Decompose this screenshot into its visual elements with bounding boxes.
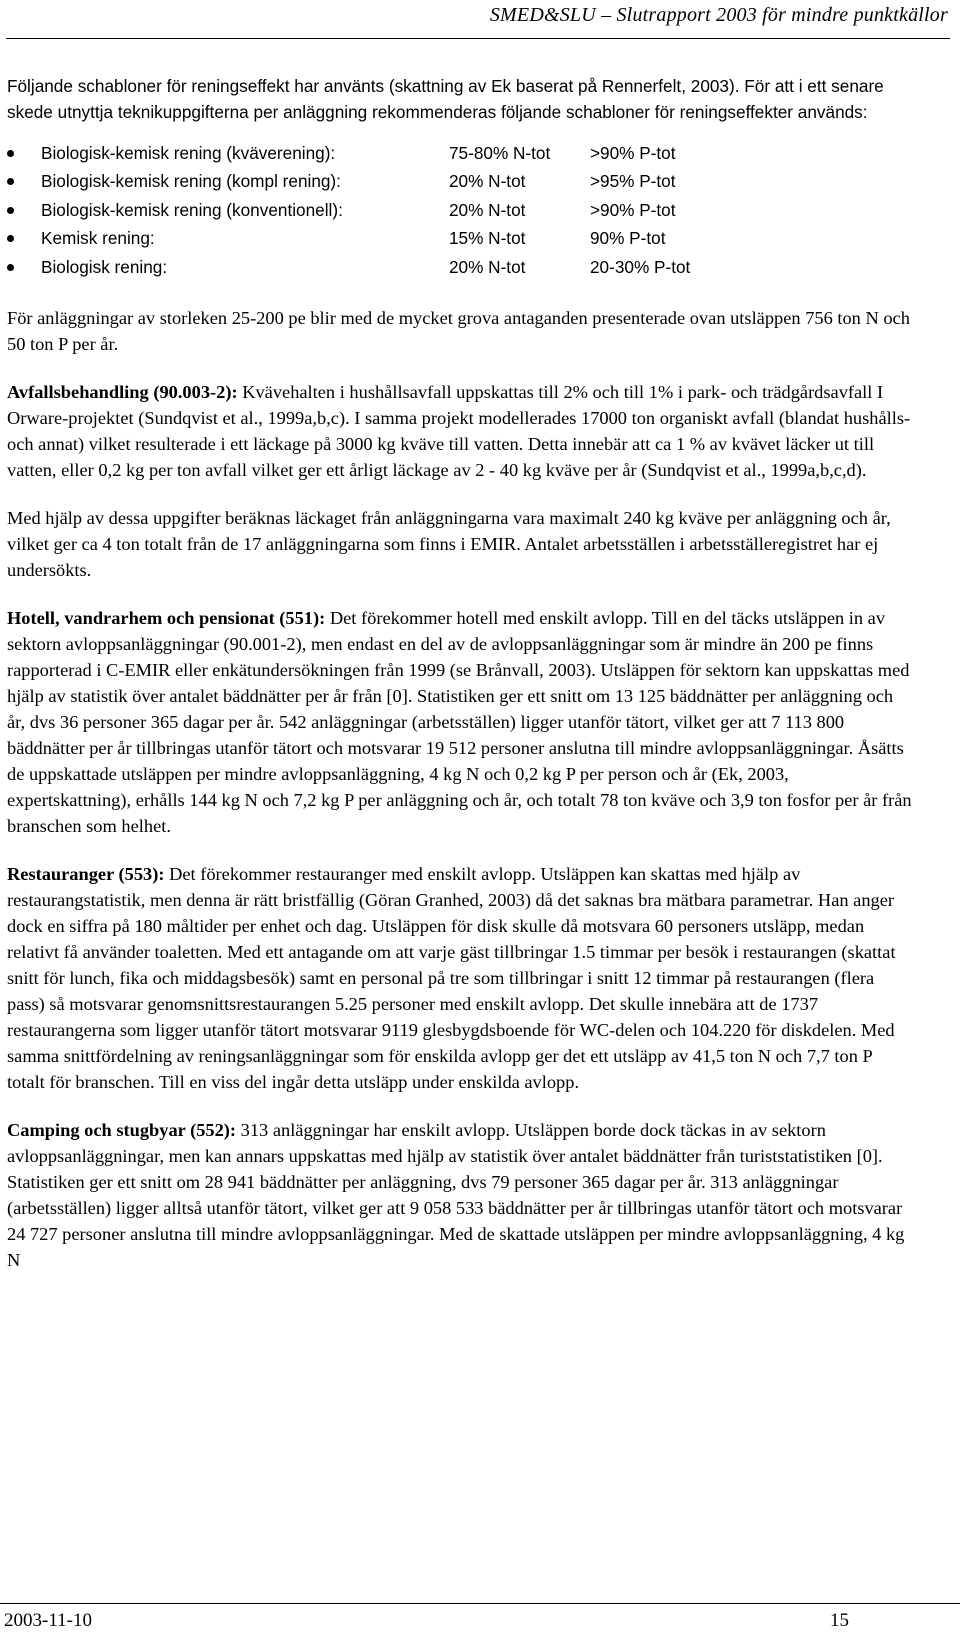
list-item: [7, 253, 912, 281]
treatment-type: Biologisk-kemisk rening (konventionell):: [41, 199, 343, 220]
bullet-icon: [7, 264, 14, 271]
p-reduction: 20-30% P-tot: [590, 256, 691, 277]
section-body: Det förekommer restauranger med enskilt avlopp. Utsläppen kan skattas med hjälp av restaurangstatistik, men denna är rätt bristfällig (Göran Granhed, 2003) då det saknas bra mätbara parametrar. Han anger dock en siffra på 180 måltider per enhet och dag. Utsläppen för disk skulle då motsvara 60 personers utsläpp, medan relativt få använder toaletten. Med ett antagande om att varje gäst tillbringar 1.5 timmar per besök i restaurangen (skattat snitt för lunch, fika och middagsbesök) samt en personal på tre som tillbringar i snitt 12 timmar på restaurangen (flera pass) så motsvarar genomsnittsrestaurangen 5.25 personer med enskilt avlopp. Det skulle innebära att de 1737 restaurangerna som ligger utanför tätort motsvarar 9119 glesbygdsboende för WC-delen och 104.220 för diskdelen. Med samma snittfördelning av reningsanläggningar som för enskilda avlopp ger det ett utsläpp av 41,5 ton N och 7,7 ton P totalt för branschen. Till en viss del ingår detta utsläpp under enskilda avlopp.: [7, 863, 896, 1092]
p-reduction: 90% P-tot: [590, 228, 666, 249]
camping-paragraph: [7, 1117, 912, 1273]
list-item: [7, 167, 912, 195]
treatment-type: Kemisk rening:: [41, 228, 155, 249]
hotell-paragraph: [7, 605, 912, 839]
treatment-type: Biologisk rening:: [41, 256, 168, 277]
section-heading: Avfallsbehandling (90.003-2):: [7, 381, 238, 402]
bullet-icon: [7, 235, 14, 242]
p-reduction: >90% P-tot: [590, 199, 676, 220]
treatment-list: [7, 139, 912, 281]
list-item: [7, 196, 912, 224]
list-item: [7, 139, 912, 167]
n-reduction: 15% N-tot: [449, 228, 526, 249]
section-body: Kvävehalten i hushållsavfall uppskattas till 2% och till 1% i park- och trädgårdsavfall I Orware-projektet (Sundqvist et al., 1999a,b,c). I samma projekt modellerades 17000 ton organiskt avfall (blandat hushålls- och annat) vilket resulterade i ett läckage på 3000 kg kväve till vatten. Detta innebär att ca 1 % av kvävet läcker ut till vatten, eller 0,2 kg per ton avfall vilket ger ett årligt läckage av 2 - 40 kg kväve per år (Sundqvist et al., 1999a,b,c,d).: [7, 381, 911, 480]
bullet-icon: [7, 150, 14, 157]
document-body: [7, 74, 912, 1273]
section-body: 313 anläggningar har enskilt avlopp. Utsläppen borde dock täckas in av sektorn avloppsanläggningar, men kan annars uppskattas med hjälp av statistik över antalet bäddnätter från turiststatistiken [0]. Statistiken ger ett snitt om 28 941 bäddnätter per anläggning, dvs 79 personer 365 dagar per år. 313 anläggningar (arbetsställen) ligger alltså utanför tätort, vilket ger att 9 058 533 bäddnätter per år tillbringas utanför tätort och motsvarar 24 727 personer anslutna till mindre avloppsanläggningar. Med de skattade utsläppen per mindre avloppsanläggning, 4 kg N: [7, 1119, 905, 1270]
treatment-type: Biologisk-kemisk rening (kväverening):: [41, 143, 336, 163]
header-rule: [6, 38, 950, 39]
bullet-icon: [7, 207, 14, 214]
n-reduction: 20% N-tot: [449, 256, 526, 277]
section-heading: Camping och stugbyar (552):: [7, 1119, 237, 1140]
p-reduction: >90% P-tot: [590, 143, 676, 163]
footer-date: 2003-11-10: [4, 1610, 92, 1631]
list-item: [7, 224, 912, 252]
section-heading: Hotell, vandrarhem och pensionat (551):: [7, 607, 326, 628]
n-reduction: 20% N-tot: [449, 171, 526, 192]
p-reduction: >95% P-tot: [590, 171, 676, 192]
size-paragraph: För anläggningar av storleken 25-200 pe blir med de mycket grova antaganden presenterade ovan utsläppen 756 ton N och 50 ton P per år.: [7, 307, 910, 354]
bullet-icon: [7, 178, 14, 185]
treatment-type: Biologisk-kemisk rening (kompl rening):: [41, 171, 341, 192]
restaurang-paragraph: [7, 861, 912, 1095]
n-reduction: 75-80% N-tot: [449, 143, 551, 163]
footer-rule: [0, 1603, 960, 1604]
avfall-paragraph: [7, 379, 912, 483]
n-reduction: 20% N-tot: [449, 199, 526, 220]
emir-paragraph: Med hjälp av dessa uppgifter beräknas läckaget från anläggningarna vara maximalt 240 kg kväve per anläggning och år, vilket ger ca 4 ton totalt från de 17 anläggningarna som finns i EMIR. Antalet arbetsställen i arbetsställeregistret har ej undersökts.: [7, 507, 891, 580]
intro-paragraph: Följande schabloner för reningseffekt har använts (skattning av Ek baserat på Rennerfelt, 2003). För att i ett senare skede utnyttja teknikuppgifterna per anläggning rekommenderas följande schabloner för reningseffekter används:: [7, 76, 884, 122]
section-body: Det förekommer hotell med enskilt avlopp. Till en del täcks utsläppen in av sektorn avloppsanläggningar (90.001-2), men endast en del av de avloppsanläggningar som är mindre än 200 pe finns rapporterad i C-EMIR eller enkätundersökningen från 1999 (se Brånvall, 2003). Utsläppen för sektorn kan uppskattas med hjälp av statistik över antalet bäddnätter per år från [0]. Statistiken ger ett snitt om 13 125 bäddnätter per anläggning och år, dvs 36 personer 365 dagar per år. 542 anläggningar (arbetsställen) ligger utanför tätort, vilket ger att 7 113 800 bäddnätter per år tillbringas utanför tätort och motsvarar 19 512 personer anslutna till mindre avloppsanläggningar. Åsätts de uppskattade utsläppen per mindre avloppsanläggning, 4 kg N och 0,2 kg P per person och år (Ek, 2003, expertskattning), erhålls 144 kg N och 7,2 kg P per anläggning och år, och totalt 78 ton kväve och 3,9 ton fosfor per år från branschen som helhet.: [7, 607, 912, 836]
section-heading: Restauranger (553):: [7, 863, 165, 884]
page-number: 15: [830, 1610, 849, 1631]
page-header: SMED&SLU – Slutrapport 2003 för mindre punktkällor: [489, 4, 948, 26]
